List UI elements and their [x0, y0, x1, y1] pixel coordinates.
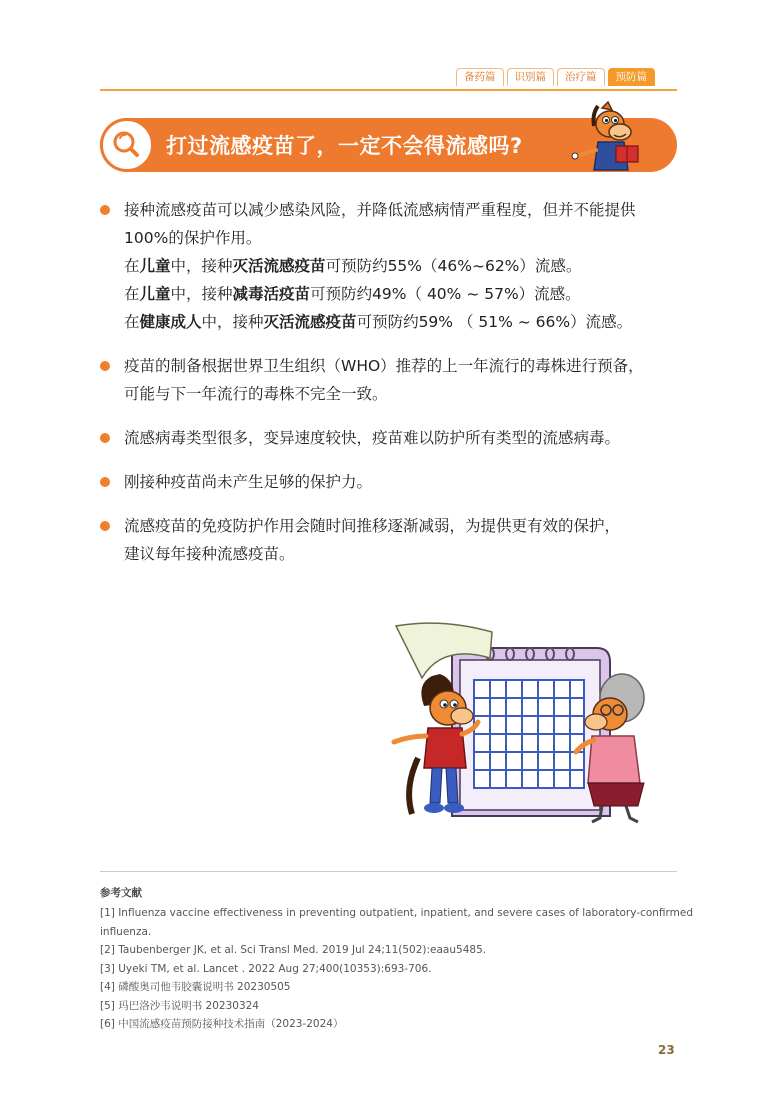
- bullet-text: 100%的保护作用。: [124, 229, 262, 247]
- reference-item: [1] Influenza vaccine effectiveness in preventing outpatient, inpatient, and severe cases of laboratory-confirmed: [100, 907, 694, 919]
- magnifier-icon: [103, 121, 151, 169]
- bullet-text: 流感病毒类型很多，变异速度较快，疫苗难以防护所有类型的流感病毒。: [124, 429, 621, 447]
- bullet-dot: [100, 521, 110, 531]
- bullet-text: 流感疫苗的免疫防护作用会随时间推移逐渐减弱，为提供更有效的保护，: [124, 517, 621, 535]
- references-divider: [100, 871, 677, 872]
- bullet-dot: [100, 477, 110, 487]
- tab-prevention[interactable]: 预防篇: [608, 68, 656, 86]
- bullet-protection-delay: [100, 468, 677, 496]
- page-number: 23: [658, 1043, 675, 1057]
- reference-item: [2] Taubenberger JK, et al. Sci Transl Med. 2019 Jul 24;11(502):eaau5485.: [100, 944, 487, 956]
- bullet-text: 可能与下一年流行的毒株不完全一致。: [124, 385, 388, 403]
- stat-children-inactivated: 在儿童中，接种灭活流感疫苗可预防约55%（46%~62%）流感。: [124, 257, 582, 275]
- main-content: [100, 196, 677, 584]
- horse-mascot-reading-icon: [568, 100, 648, 172]
- stat-healthy-adults: 在健康成人中，接种灭活流感疫苗可预防约59% （ 51% ~ 66%）流感。: [124, 313, 633, 331]
- reference-item: influenza.: [100, 925, 152, 938]
- reference-item: [4] 磷酸奥司他韦胶囊说明书 20230505: [100, 981, 291, 993]
- bullet-dot: [100, 205, 110, 215]
- bullet-text: 疫苗的制备根据世界卫生组织（WHO）推荐的上一年流行的毒株进行预备，: [124, 357, 644, 375]
- bullet-strain-selection: [100, 352, 677, 408]
- tab-treatment[interactable]: 治疗篇: [557, 68, 605, 86]
- references-title: 参考文献: [100, 887, 142, 899]
- bullet-dot: [100, 433, 110, 443]
- page-title: 打过流感疫苗了，一定不会得流感吗?: [166, 134, 523, 158]
- header-divider: [100, 89, 677, 91]
- stat-children-live-attenuated: 在儿童中，接种减毒活疫苗可预防约49%（ 40% ~ 57%）流感。: [124, 285, 581, 303]
- reference-item: [6] 中国流感疫苗预防接种技术指南（2023-2024）: [100, 1018, 344, 1030]
- bullet-text: 刚接种疫苗尚未产生足够的保护力。: [124, 473, 373, 491]
- reference-item: [5] 玛巴洛沙韦说明书 20230324: [100, 999, 259, 1012]
- bullet-vaccine-effectiveness: [100, 196, 677, 336]
- bullet-text: 建议每年接种流感疫苗。: [124, 545, 295, 563]
- references-list: [100, 904, 694, 1034]
- magnifier-badge: [100, 118, 154, 172]
- calendar-horses-illustration: [382, 618, 682, 833]
- bullet-virus-variation: [100, 424, 677, 452]
- bullet-text: 接种流感疫苗可以减少感染风险，并降低流感病情严重程度，但并不能提供: [124, 201, 636, 219]
- tab-medicine-prep[interactable]: 备药篇: [456, 68, 504, 86]
- tab-identification[interactable]: 识别篇: [507, 68, 555, 86]
- reference-item: [3] Uyeki TM, et al. Lancet . 2022 Aug 27;400(10353):693-706.: [100, 962, 432, 975]
- section-tabs: [456, 68, 655, 86]
- bullet-annual-vaccination: [100, 512, 677, 568]
- bullet-dot: [100, 361, 110, 371]
